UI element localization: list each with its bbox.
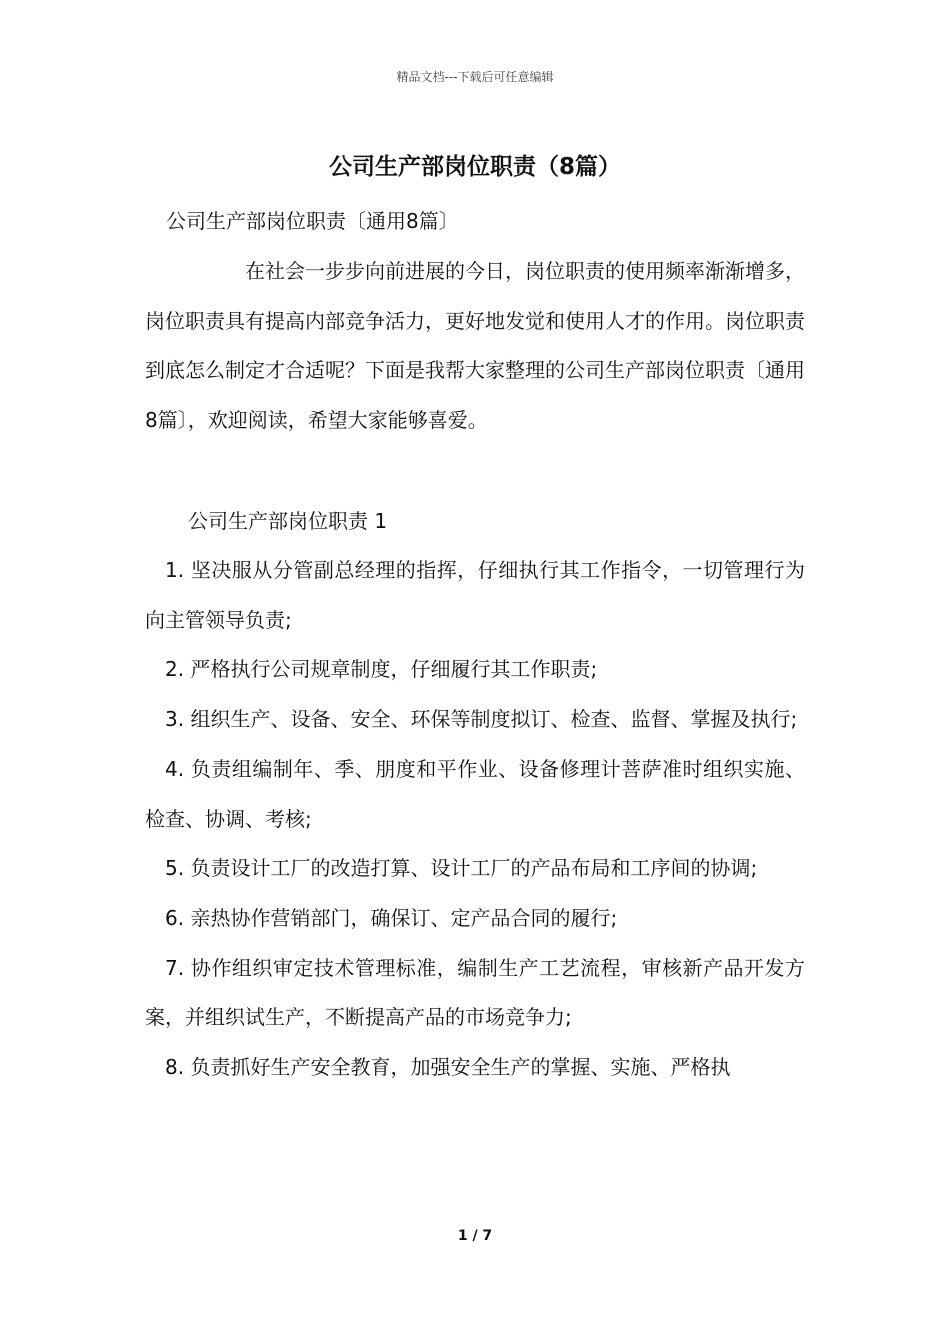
list-item: 6. 亲热协作营销部门，确保订、定产品合同的履行; (165, 905, 618, 930)
section-heading: 公司生产部岗位职责 1 (188, 509, 388, 533)
list-item: 1. 坚决服从分管副总经理的指挥，仔细执行其工作指令，一切管理行为向主管领导负责; (145, 558, 805, 632)
header-note: 精品文档---下载后可任意编辑 (396, 70, 554, 84)
list-item: 5. 负责设计工厂的改造打算、设计工厂的产品布局和工序间的协调; (165, 856, 758, 881)
list-item: 2. 严格执行公司规章制度，仔细履行其工作职责; (165, 657, 598, 682)
duty-list (145, 546, 805, 1093)
document-subtitle: 公司生产部岗位职责〔通用8篇〕 (166, 209, 459, 233)
list-item: 8. 负责抓好生产安全教育，加强安全生产的掌握、实施、严格执 (165, 1055, 731, 1080)
document-title: 公司生产部岗位职责（8篇） (328, 154, 621, 180)
list-item: 7. 协作组织审定技术管理标准，编制生产工艺流程，审核新产品开发方案，并组织试生产，不断提高产品的市场竞争力; (145, 955, 805, 1030)
list-item: 3. 组织生产、设备、安全、环保等制度拟订、检查、监督、掌握及执行; (165, 707, 798, 732)
intro-paragraph: 在社会一步步向前进展的今日，岗位职责的使用频率渐渐增多，岗位职责具有提高内部竞争活力，更好地发觉和使用人才的作用。岗位职责到底怎么制定才合适呢？下面是我帮大家整理的公司生产部岗位职责〔通用8篇〕，欢迎阅读，希望大家能够喜爱。 (145, 259, 805, 433)
list-item: 4. 负责组编制年、季、朋度和平作业、设备修理计菩萨准时组织实施、检查、协调、考核; (145, 756, 805, 831)
page-number: 1 / 7 (457, 1228, 493, 1244)
